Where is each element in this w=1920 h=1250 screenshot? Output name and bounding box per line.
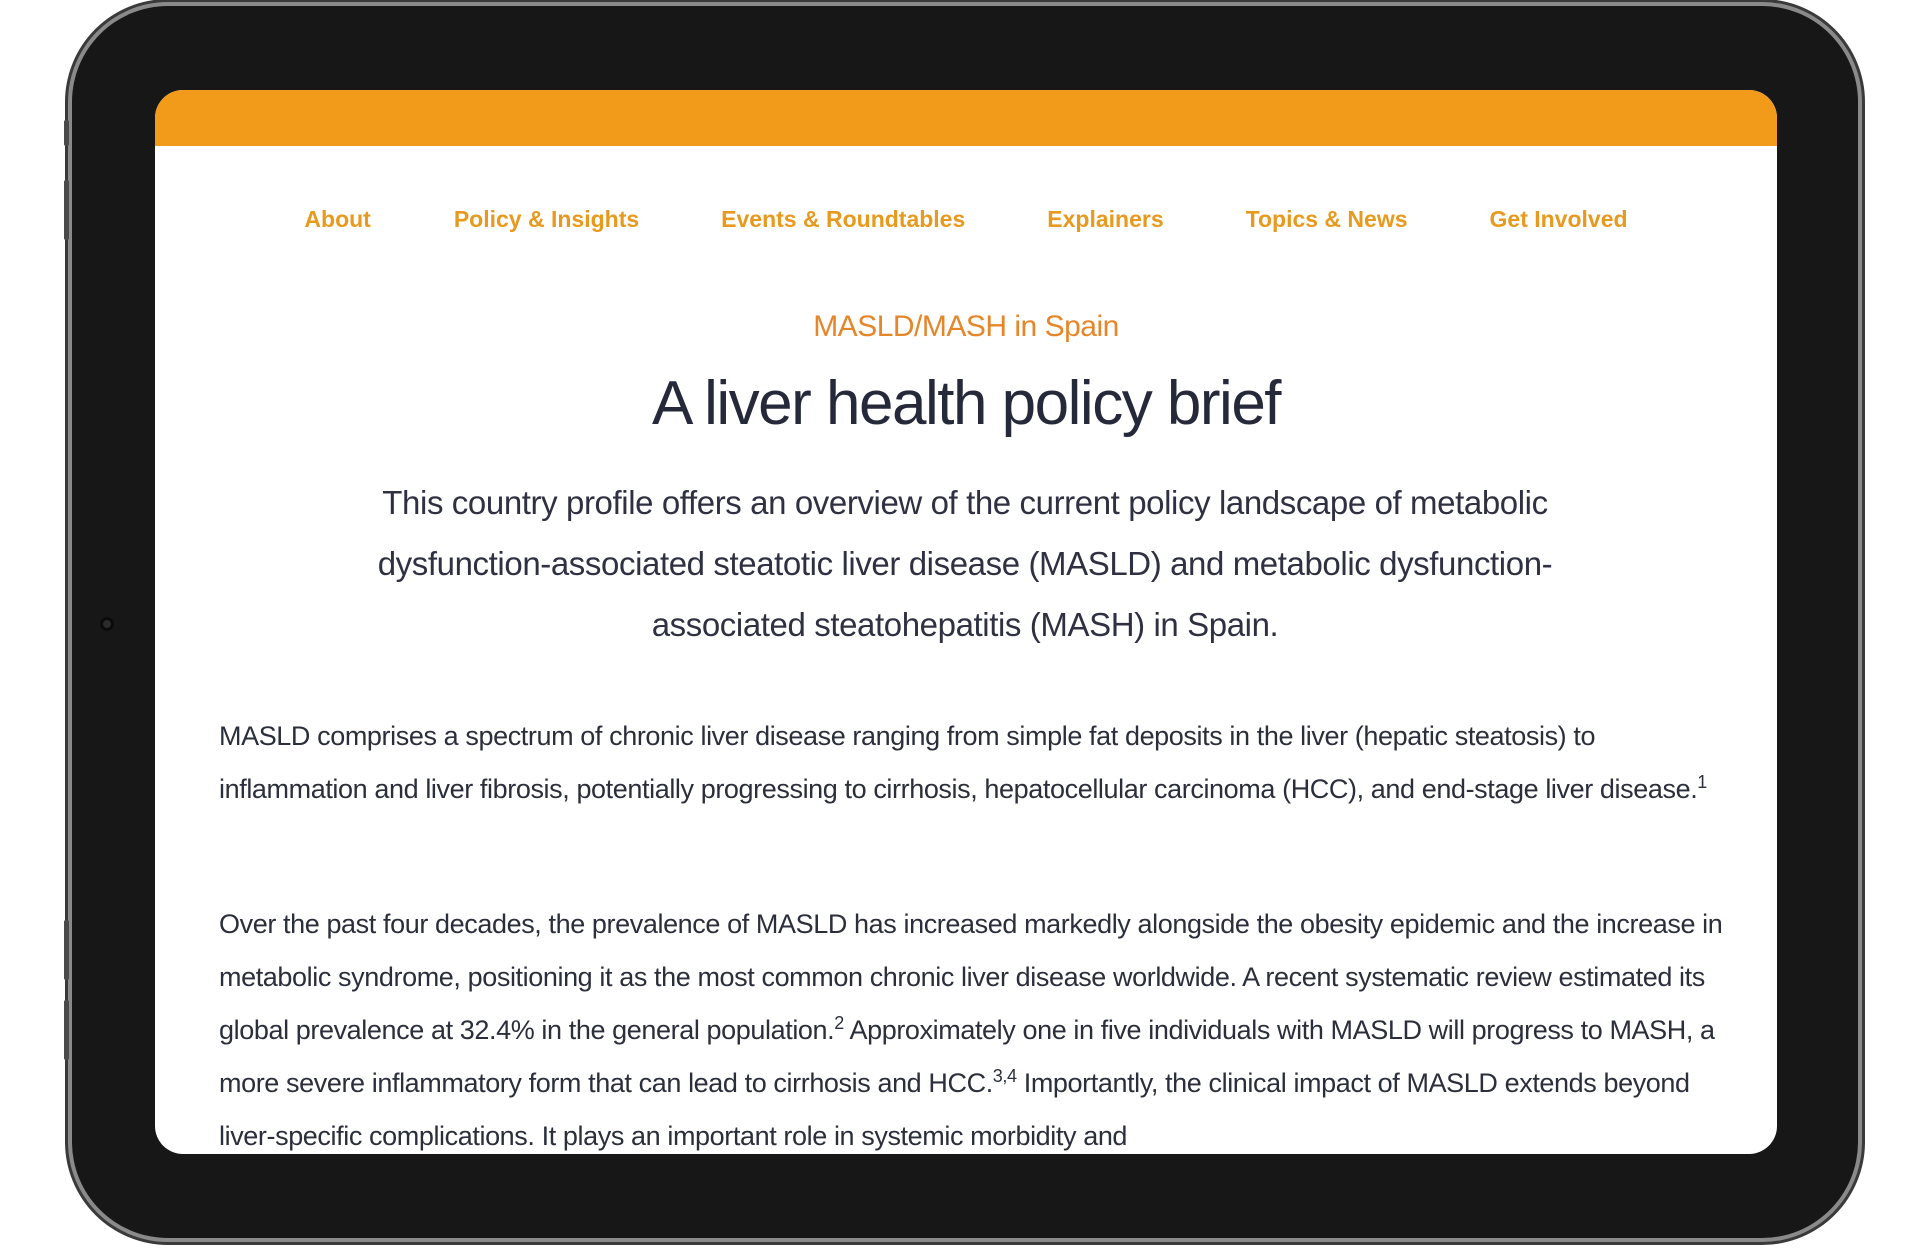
nav-item-explainers[interactable]: Explainers — [1047, 206, 1164, 232]
page-title: A liver health policy brief — [651, 369, 1281, 438]
body-paragraph-2 — [219, 898, 1739, 1154]
body-paragraph-2-part-2: Approximately one in five individuals with MASLD will progress to MASH, a more severe inflammatory form that can lead to cirrhosis and HCC. — [219, 1015, 1715, 1098]
device-volume-up-button — [64, 180, 69, 240]
page-eyebrow: MASLD/MASH in Spain — [813, 310, 1119, 343]
body-paragraph-2-part-1: Over the past four decades, the prevalence of MASLD has increased markedly alongside the obesity epidemic and the increase in metabolic syndrome, positioning it as the most common chronic liver disease worldwide. A recent systematic review estimated its global prevalence at 32.4% in the general population. — [219, 909, 1723, 1045]
nav-item-events-roundtables[interactable]: Events & Roundtables — [721, 206, 966, 232]
body-paragraph-1 — [219, 710, 1739, 816]
device-side-button — [64, 120, 69, 146]
nav-item-get-involved[interactable]: Get Involved — [1489, 206, 1628, 232]
device-volume-down-button — [64, 920, 69, 980]
header-accent-bar — [155, 90, 1777, 146]
reference-1[interactable]: 1 — [1697, 772, 1707, 792]
page-intro: This country profile offers an overview of the current policy landscape of metabolic dysfunction-associated steatotic liver disease (MASLD) and metabolic dysfunction-associated steatohepatitis (MASH) in Spain. — [377, 484, 1553, 643]
nav-item-about[interactable]: About — [304, 206, 371, 232]
reference-3-4[interactable]: 3,4 — [992, 1066, 1017, 1086]
main-nav — [155, 206, 1777, 233]
device-side-button-lower — [64, 1000, 69, 1060]
nav-item-policy-insights[interactable]: Policy & Insights — [453, 206, 640, 232]
reference-2[interactable]: 2 — [834, 1013, 844, 1033]
nav-item-topics-news[interactable]: Topics & News — [1245, 206, 1408, 232]
body-paragraph-2-part-3: Importantly, the clinical impact of MASLD extends beyond liver-specific complications. It plays an important role in systemic morbidity and — [219, 1068, 1690, 1151]
tablet-screen — [155, 90, 1777, 1154]
body-paragraph-1-text: MASLD comprises a spectrum of chronic liver disease ranging from simple fat deposits in the liver (hepatic steatosis) to inflammation and liver fibrosis, potentially progressing to cirrhosis, hepatocellular carcinoma (HCC), and end-stage liver disease. — [219, 721, 1698, 804]
front-camera — [100, 617, 114, 631]
